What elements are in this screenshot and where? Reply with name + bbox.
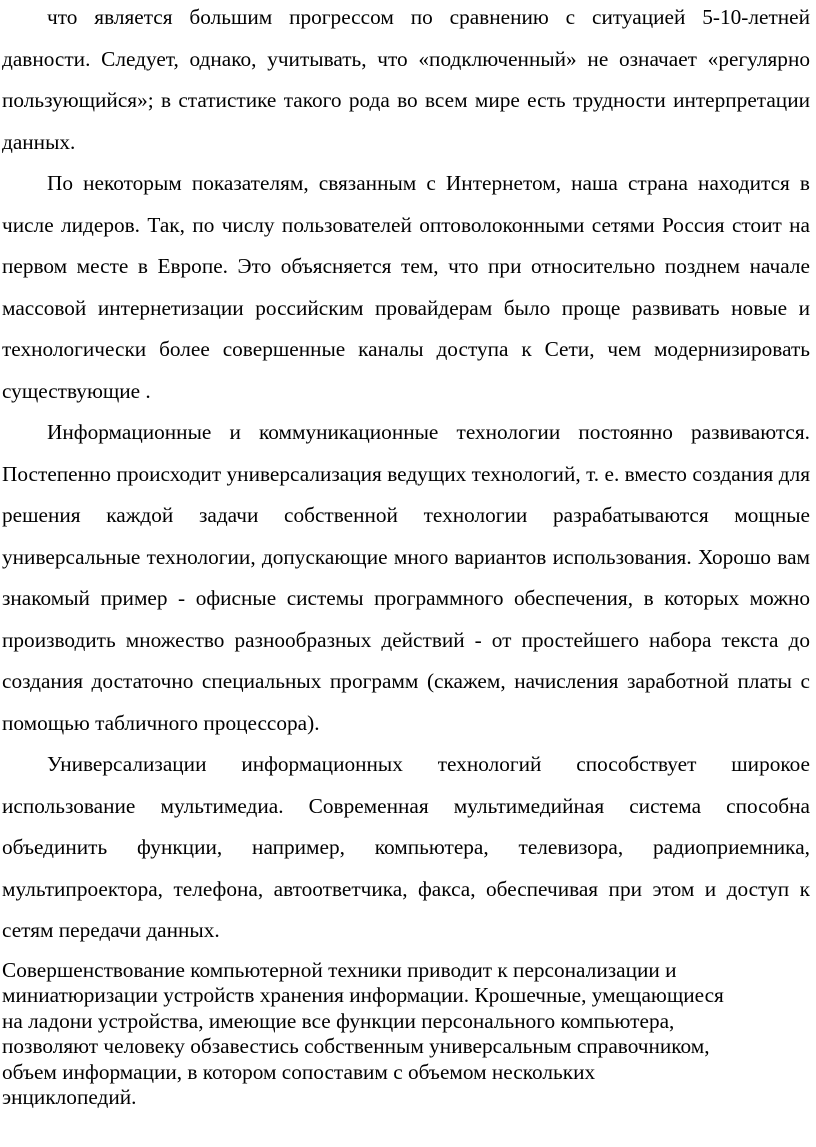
paragraph-1: что является большим прогрессом по сравнению с ситуацией 5-10-летней давности. Следует, однако, учитывать, что «подключенный» не означает «регулярно пользующийся»; в статистике такого рода во всем мире есть трудности интерпретации данных. — [2, 5, 810, 154]
paragraph-5-line-4: позволяют человеку обзавестись собственным универсальным справочником, — [2, 1034, 710, 1059]
paragraph-5 — [2, 958, 810, 1112]
paragraph-5-line-6: энциклопедий. — [2, 1085, 137, 1110]
paragraph-4: Универсализации информационных технологий способствует широкое использование мультимедиа. Современная мультимедийная система способна объединить функции, например, компьютера, телевизора, радиоприемника, мультипроектора, телефона, автоответчика, факса, обеспечивая при этом и доступ к сетям передачи данных. — [2, 752, 810, 942]
paragraph-2: По некоторым показателям, связанным с Интернетом, наша страна находится в числе лидеров. Так, по числу пользователей оптоволоконными сетями Россия стоит на первом месте в Европе. Это объясняется тем, что при относительно позднем начале массовой интернетизации российским провайдерам было проще развивать новые и технологически более совершенные каналы доступа к Сети, чем модернизировать существующие . — [2, 171, 810, 403]
paragraph-5-line-5: объем информации, в котором сопоставим с объемом нескольких — [2, 1059, 596, 1084]
paragraph-5-line-2: миниатюризации устройств хранения информации. Крошечные, умещающиеся — [2, 983, 724, 1008]
paragraph-5-line-1: Совершенствование компьютерной техники приводит к персонализации и — [2, 957, 677, 982]
paragraph-3: Информационные и коммуникационные технологии постоянно развиваются. Постепенно происходит универсализация ведущих технологий, т. е. вместо создания для решения каждой задачи собственной технологии разрабатываются мощные универсальные технологии, допускающие много вариантов использования. Хорошо вам знакомый пример - офисные системы программного обеспечения, в которых можно производить множество разнообразных действий - от простейшего набора текста до создания достаточно специальных программ (скажем, начисления заработной платы с помощью табличного процессора). — [2, 420, 810, 735]
paragraph-5-line-3: на ладони устройства, имеющие все функции персонального компьютера, — [2, 1008, 675, 1033]
